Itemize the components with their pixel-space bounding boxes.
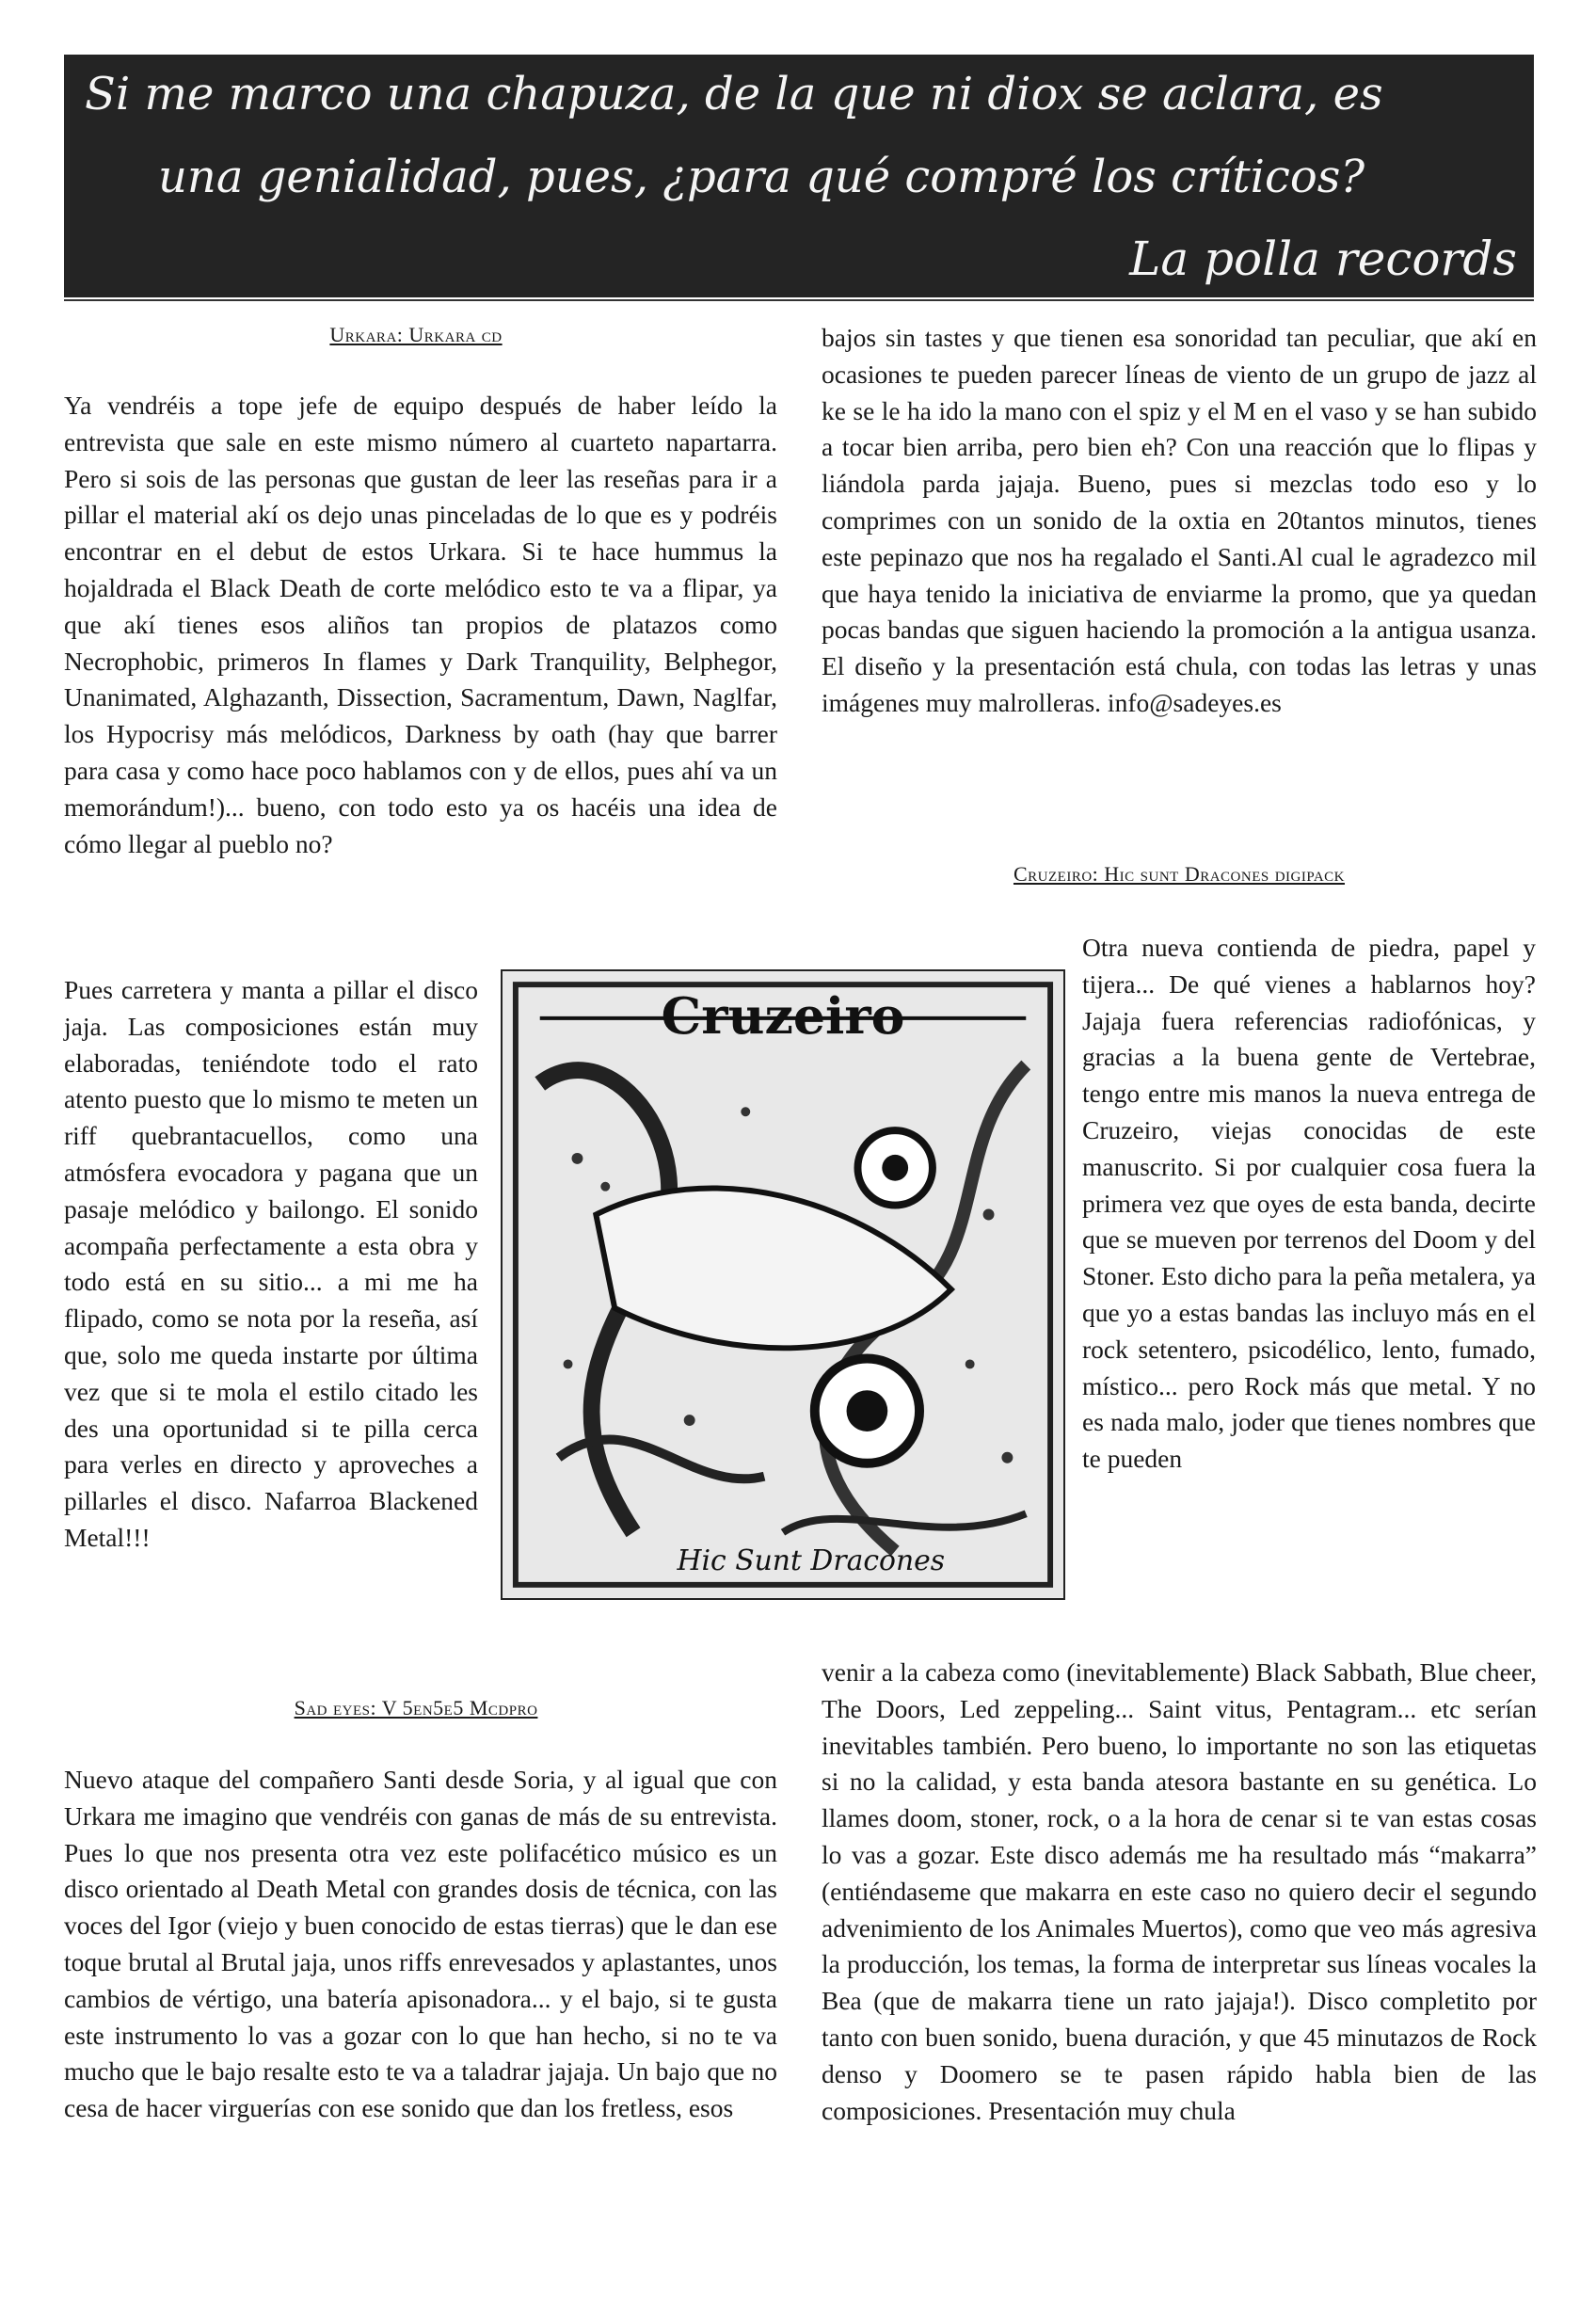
review-text-urkara-continued: Pues carretera y manta a pillar el disco jaja. Las composiciones están muy elaboradas, teniéndote todo el rato atento puesto que lo mismo te meten un riff quebrantacuellos, como una atmósfera evocadora y pagana que un pasaje melódico y bailongo. El sonido acompaña perfectamente a esta obra y todo está en su sitio... a mi me ha flipado, como se nota por la reseña, así que, solo me queda instarte por última vez que si te mola el estilo citado les des una oportunidad si te pilla cerca para verles en directo y aproveches a pillarles el disco. Nafarroa Blackened Metal!!! [64, 975, 478, 1552]
review-text-cruzeiro: Otra nueva contienda de piedra, papel y tijera... De qué vienes a hablarnos hoy? Jajaja fuera referencias radiofónicas, y gracias a la buena gente de Vertebrae, tengo entre mis manos la nueva entrega de Cruzeiro, viejas conocidas de este manuscrito. Si por cualquier cosa fuera la primera vez que oyes de esta banda, decirte que se mueven por terrenos del Doom y del Stoner. Esto dicho para la peña metalera, ya que yo a estas bandas las incluyo más en el rock setentero, psicodélico, lento, fumado, místico... pero Rock más que metal. Y no es nada malo, joder que tienes nombres que te pueden [1082, 933, 1536, 1474]
review-heading-sad-eyes: Sad eyes: V 5en5e5 Mcdpro [294, 1696, 538, 1719]
album-cover-band-logo: Cruzeiro [661, 985, 905, 1046]
review-heading-cruzeiro: Cruzeiro: Hic sunt Dracones digipack [1013, 862, 1346, 886]
review-heading-urkara: Urkara: Urkara cd [329, 323, 503, 346]
review-text-sad-eyes-continued: bajos sin tastes y que tienen esa sonoridad tan peculiar, que akí en ocasiones te pueden parecer líneas de viento de un grupo de jazz al ke se le ha ido la mano con el spiz y el M en el vaso y se han subido a tocar bien arriba, pero bien eh? Con una reacción que lo flipas y liándola parda jajaja. Bueno, pues si mezclas todo eso y lo comprimes con un sonido de la oxtia en 20tantos minutos, tienes este pepinazo que nos ha regalado el Santi.Al cual le agradezco mil que haya tenido la iniciativa de enviarme la promo, que ya quedan pocas bandas que siguen haciendo la promoción a la antigua usanza. El diseño y la presentación está chula, con todas las letras y unas imágenes muy malrolleras. info@sadeyes.es [822, 323, 1537, 717]
album-cover-title: Hic Sunt Dracones [677, 1543, 946, 1577]
review-text-cruzeiro-continued: venir a la cabeza como (inevitablemente) Black Sabbath, Blue cheer, The Doors, Led zeppeling... Saint vitus, Pentagram... etc serían inevitables también. Pero bueno, lo importante no son las etiquetas si no la calidad, y esta banda atesora bastante en su genética. Lo llames doom, stoner, rock, o a la hora de cenar si te van estas cosas lo vas a gozar. Este disco además me ha resultado más “makarra” (entiéndaseme que makarra en este caso no quiero decir el segundo advenimiento de los Animales Muertos), como que veo más agresiva la producción, los temas, la forma de interpretar sus líneas vocales la Bea (que de makarra tiene un rato jajaja!). Disco completito por tanto con buen sonido, buena duración, y que 45 minutazos de Rock denso y Doomero se te pasen rápido habla bien de las composiciones. Presentación muy chula [822, 1657, 1537, 2125]
review-text-sad-eyes: Nuevo ataque del compañero Santi desde Soria, y al igual que con Urkara me imagino que vendréis con ganas de más de su entrevista. Pues lo que nos presenta otra vez este polifacético músico es un disco orientado al Death Metal con grandes dosis de técnica, con las voces del Igor (viejo y buen conocido de estas tierras) que le dan ese toque brutal al Brutal jaja, unos riffs enrevesados y aplastantes, unos cambios de vértigo, una batería apisonadora... y el bajo, si te gusta este instrumento lo vas a gozar con lo que han hecho, si no te va mucho que le bajo resalte esto te va a taladrar jajaja. Un bajo que no cesa de hacer virguerías con ese sonido que dan los fretless, esos [64, 1765, 777, 2123]
review-text-urkara: Ya vendréis a tope jefe de equipo después de haber leído la entrevista que sale en este mismo número al cuarteto napartarra. Pero si sois de las personas que gustan de leer las reseñas para ir a pillar el material akí os dejo unas pinceladas de lo que es y podréis encontrar en el debut de estos Urkara. Si te hace hummus la hojaldrada el Black Death de corte melódico esto te va a flipar, ya que akí tienes esos aliños tan propios de platazos como Necrophobic, primeros In flames y Dark Tranquility, Belphegor, Unanimated, Alghazanth, Dissection, Sacramentum, Dawn, Naglfar, los Hypocrisy más melódicos, Darkness by oath (hay que barrer para casa y como hace poco hablamos con y de ellos, pues ahí va un memorándum!)... bueno, con todo esto ya os hacéis una idea de cómo llegar al pueblo no? [64, 391, 777, 858]
header-rule [64, 299, 1534, 301]
banner-quote-line-1: Si me marco una chapuza, de la que ni diox se aclara, es [85, 68, 1383, 120]
banner-signature: La polla records [1129, 232, 1517, 286]
header-banner [64, 55, 1534, 297]
album-cover-artwork [503, 971, 1063, 1598]
banner-quote-line-2: una genialidad, pues, ¿para qué compré los críticos? [158, 151, 1365, 203]
album-cover-image [501, 969, 1065, 1600]
